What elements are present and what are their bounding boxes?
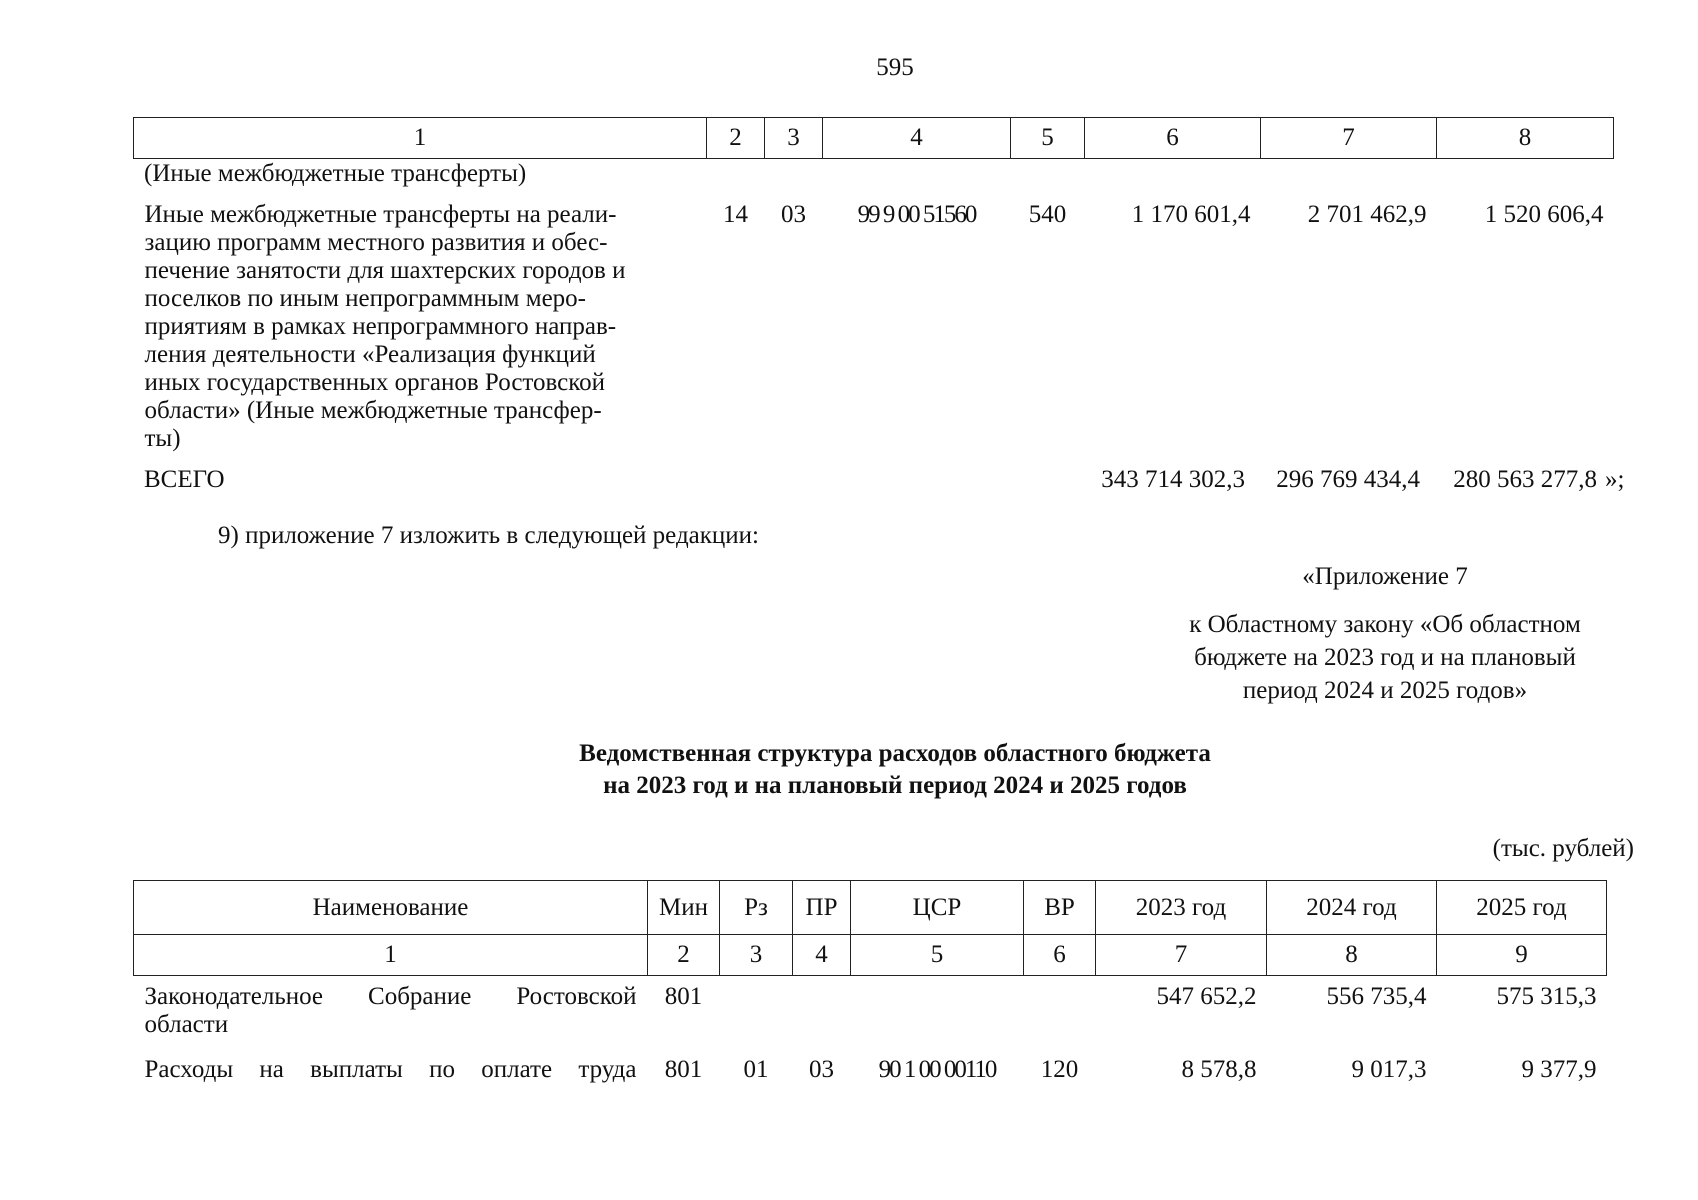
pr-cell	[793, 976, 851, 1040]
csr-cell: 90 1 00 00110	[878, 1056, 996, 1083]
header-2024: 2024 год	[1267, 881, 1437, 935]
value-2023: 547 652,2	[1156, 983, 1257, 1010]
name-line: приятиям в рамках непрограммного направ-	[144, 313, 617, 340]
total-label: ВСЕГО	[144, 466, 225, 493]
value-2024: 556 735,4	[1326, 983, 1427, 1010]
annex-ref-line: бюджете на 2023 год и на плановый	[1194, 644, 1576, 671]
col-number: 7	[1096, 935, 1267, 976]
col-number: 9	[1437, 935, 1607, 976]
name-line: Законодательное Собрание Ростовской	[144, 983, 637, 1010]
instruction-text: 9) приложение 7 изложить в следующей редакции:	[218, 522, 759, 549]
title-line: на 2023 год и на плановый период 2024 и 2025 годов	[603, 772, 1187, 799]
total-2023: 343 714 302,3	[1101, 466, 1245, 493]
rz-cell: 01	[743, 1056, 769, 1083]
total-2025: 280 563 277,8	[1453, 466, 1597, 493]
value-2024: 9 017,3	[1351, 1056, 1427, 1083]
csr-cell: 99 9 00 51560	[857, 201, 976, 228]
row-continuation-text: (Иные межбюджетные трансферты)	[144, 160, 527, 187]
vr-cell: 540	[1028, 201, 1067, 228]
value-2023: 1 170 601,4	[1131, 201, 1251, 228]
col-number: 1	[134, 118, 707, 159]
budget-structure-table	[133, 880, 1607, 1084]
col-number: 4	[823, 118, 1011, 159]
total-2024: 296 769 434,4	[1276, 466, 1420, 493]
header-csr: ЦСР	[851, 881, 1024, 935]
value-2025: 1 520 606,4	[1484, 201, 1604, 228]
document-title	[0, 738, 1698, 802]
rz-cell: 14	[723, 201, 748, 228]
name-line: ления деятельности «Реализация функций	[144, 341, 596, 368]
pr-cell: 03	[809, 1056, 834, 1083]
name-line: ты)	[144, 425, 181, 452]
col-number: 7	[1261, 118, 1437, 159]
value-2025: 9 377,9	[1521, 1056, 1597, 1083]
name-line: Иные межбюджетные трансферты на реали-	[144, 201, 617, 228]
col-number: 6	[1085, 118, 1261, 159]
name-line: иных государственных органов Ростовской	[144, 369, 606, 396]
col-number: 1	[134, 935, 648, 976]
name-line: печение занятости для шахтерских городов и	[144, 257, 626, 284]
row-name	[134, 201, 707, 453]
col-number: 2	[648, 935, 720, 976]
closing-quote: »;	[1605, 466, 1625, 493]
col-number: 5	[1011, 118, 1085, 159]
table-column-numbers	[134, 118, 1614, 159]
col-number: 6	[1024, 935, 1096, 976]
table-header-row	[134, 881, 1607, 935]
header-min: Мин	[648, 881, 720, 935]
pr-cell: 03	[781, 201, 806, 228]
col-number: 5	[851, 935, 1024, 976]
vr-cell	[1024, 976, 1096, 1040]
header-rz: Рз	[720, 881, 793, 935]
col-number: 2	[707, 118, 765, 159]
value-2025: 575 315,3	[1496, 983, 1597, 1010]
col-number: 8	[1267, 935, 1437, 976]
col-number: 4	[793, 935, 851, 976]
name-line: поселков по иным непрограммным меро-	[144, 285, 586, 312]
table-row	[134, 201, 1614, 453]
table-column-numbers	[134, 935, 1607, 976]
table-row	[134, 976, 1607, 1040]
header-2025: 2025 год	[1437, 881, 1607, 935]
header-pr: ПР	[793, 881, 851, 935]
page-number: 595	[876, 54, 914, 81]
row-name	[134, 1039, 648, 1084]
annex-ref-line: период 2024 и 2025 годов»	[1242, 677, 1528, 704]
vr-cell: 120	[1040, 1056, 1079, 1083]
rz-cell	[720, 976, 793, 1040]
annex-reference	[1090, 608, 1680, 707]
name-line: области	[144, 1011, 229, 1038]
name-line: области» (Иные межбюджетные трансфер-	[144, 397, 602, 424]
annex-ref-line: к Областному закону «Об областном	[1189, 611, 1581, 638]
col-number: 3	[765, 118, 823, 159]
row-name	[134, 976, 648, 1040]
value-2024: 2 701 462,9	[1307, 201, 1427, 228]
header-vr: ВР	[1024, 881, 1096, 935]
header-2023: 2023 год	[1096, 881, 1267, 935]
name-line: Расходы на выплаты по оплате труда	[144, 1056, 637, 1083]
col-number: 3	[720, 935, 793, 976]
name-line: зацию программ местного развития и обес-	[144, 229, 608, 256]
value-2023: 8 578,8	[1181, 1056, 1257, 1083]
units-label: (тыс. рублей)	[1492, 835, 1634, 862]
col-number: 8	[1437, 118, 1614, 159]
table-row	[134, 1039, 1607, 1084]
header-name: Наименование	[134, 881, 648, 935]
min-cell: 801	[664, 1056, 703, 1083]
csr-cell	[851, 976, 1024, 1040]
title-line: Ведомственная структура расходов областного бюджета	[579, 740, 1211, 767]
annex-title: «Приложение 7	[1302, 563, 1468, 590]
min-cell: 801	[664, 983, 703, 1010]
